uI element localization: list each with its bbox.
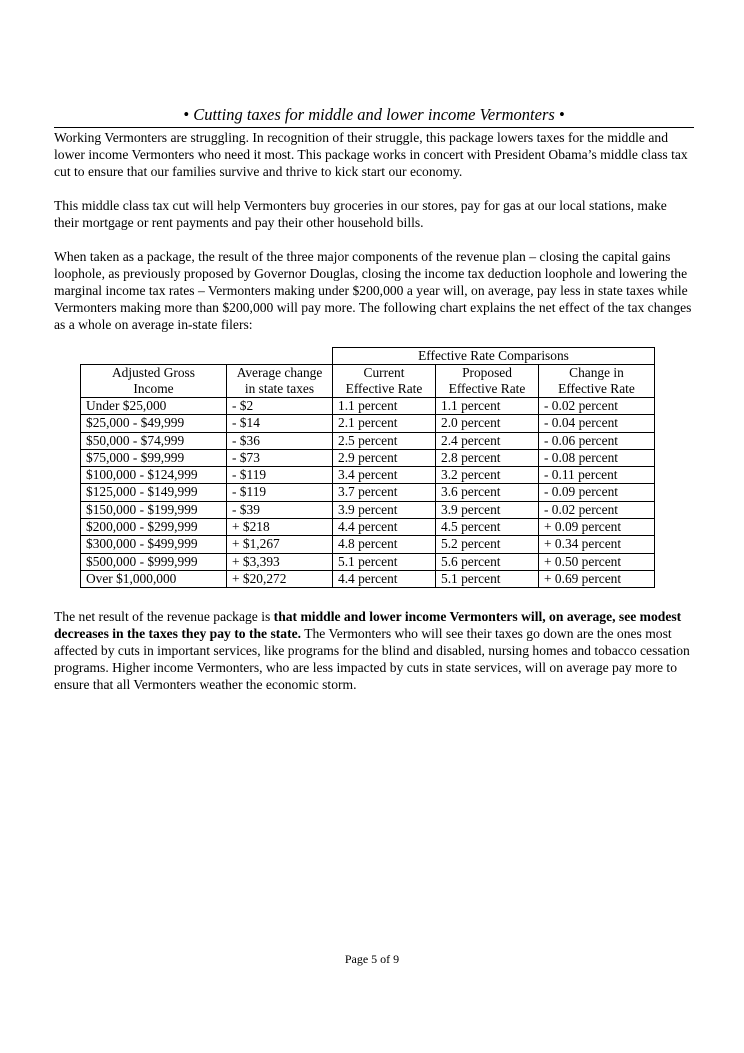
proposed-rate-cell: 5.6 percent	[436, 553, 539, 570]
current-rate-cell: 3.4 percent	[333, 467, 436, 484]
header-line: Current	[363, 365, 405, 380]
avg-change-cell: - $14	[227, 415, 333, 432]
change-rate-cell: + 0.50 percent	[539, 553, 655, 570]
current-rate-cell: 4.8 percent	[333, 536, 436, 553]
change-rate-cell: + 0.09 percent	[539, 519, 655, 536]
change-rate-cell: + 0.34 percent	[539, 536, 655, 553]
paragraph-bold-text: that middle and lower income Vermonters will, on average, see modest decreases in the taxes they pay to the state.	[54, 609, 682, 641]
paragraph-text-end: The Vermonters who will see their taxes go down are the ones most affected by cuts in important services, like programs for the blind and disabled, nursing homes and tobacco cessation programs. Higher income Vermonters, who are less impacted by cuts in state services, will on average pay more to ensure that all Vermonters weather the economic storm.	[54, 626, 690, 692]
avg-change-cell: + $20,272	[227, 570, 333, 587]
table-row	[81, 415, 655, 432]
current-rate-column-header	[333, 365, 436, 398]
change-rate-cell: - 0.09 percent	[539, 484, 655, 501]
table-column-header-row	[81, 365, 655, 398]
income-cell: $50,000 - $74,999	[81, 432, 227, 449]
proposed-rate-cell: 4.5 percent	[436, 519, 539, 536]
income-cell: $150,000 - $199,999	[81, 501, 227, 518]
header-line: Income	[133, 381, 174, 396]
proposed-rate-cell: 3.6 percent	[436, 484, 539, 501]
paragraph-text: Working Vermonters are struggling. In recognition of their struggle, this package lowers taxes for the middle and lower income Vermonters who need it most. This package works in concert with President Obama’s middle class tax cut to ensure that our families survive and thrive to kick start our economy.	[54, 130, 688, 179]
avg-change-cell: - $39	[227, 501, 333, 518]
change-rate-column-header	[539, 365, 655, 398]
avg-change-cell: + $3,393	[227, 553, 333, 570]
avg-change-cell: - $119	[227, 484, 333, 501]
income-cell: $300,000 - $499,999	[81, 536, 227, 553]
avg-change-cell: - $2	[227, 398, 333, 415]
proposed-rate-cell: 3.2 percent	[436, 467, 539, 484]
page-title: • Cutting taxes for middle and lower income Vermonters •	[183, 105, 565, 124]
table-row	[81, 467, 655, 484]
header-line: Proposed	[462, 365, 512, 380]
income-cell: $125,000 - $149,999	[81, 484, 227, 501]
table-row	[81, 449, 655, 466]
table-row	[81, 501, 655, 518]
current-rate-cell: 4.4 percent	[333, 519, 436, 536]
current-rate-cell: 2.9 percent	[333, 449, 436, 466]
effective-rate-comparisons-header: Effective Rate Comparisons	[333, 348, 655, 365]
current-rate-cell: 3.7 percent	[333, 484, 436, 501]
proposed-rate-cell: 2.8 percent	[436, 449, 539, 466]
current-rate-cell: 1.1 percent	[333, 398, 436, 415]
header-line: Effective Rate	[345, 381, 423, 396]
avg-change-cell: - $119	[227, 467, 333, 484]
table-body	[81, 398, 655, 588]
table-group-header-row	[81, 348, 655, 365]
avg-change-cell: + $1,267	[227, 536, 333, 553]
header-line: Average change	[236, 365, 323, 380]
current-rate-cell: 4.4 percent	[333, 570, 436, 587]
current-rate-cell: 2.5 percent	[333, 432, 436, 449]
intro-paragraph	[54, 129, 694, 180]
paragraph-text	[54, 608, 694, 693]
table-row	[81, 432, 655, 449]
current-rate-cell: 3.9 percent	[333, 501, 436, 518]
blank-header-cell	[81, 348, 333, 365]
page-number: Page 5 of 9	[344, 952, 400, 966]
paragraph-text: When taken as a package, the result of the three major components of the revenue plan – closing the capital gains loophole, as previously proposed by Governor Douglas, closing the income tax deduction loophole and lowering the marginal income tax rates – Vermonters making under $200,000 a year will, on average, pay less in state taxes while Vermonters making more than $200,000 will pay more. The following chart explains the net effect of the tax changes as a whole on average in-state filers:	[54, 249, 692, 332]
header-line: Effective Rate	[558, 381, 635, 396]
table-row	[81, 519, 655, 536]
table-row	[81, 536, 655, 553]
proposed-rate-cell: 3.9 percent	[436, 501, 539, 518]
table-row	[81, 398, 655, 415]
effective-rate-table	[80, 347, 655, 588]
proposed-rate-cell: 2.0 percent	[436, 415, 539, 432]
table-row	[81, 570, 655, 587]
change-rate-cell: - 0.11 percent	[539, 467, 655, 484]
change-rate-cell: - 0.04 percent	[539, 415, 655, 432]
proposed-rate-cell: 2.4 percent	[436, 432, 539, 449]
package-paragraph	[54, 248, 694, 333]
heading-divider	[54, 127, 694, 128]
change-rate-cell: - 0.08 percent	[539, 449, 655, 466]
income-cell: Under $25,000	[81, 398, 227, 415]
change-rate-cell: - 0.06 percent	[539, 432, 655, 449]
avg-change-cell: + $218	[227, 519, 333, 536]
income-cell: $25,000 - $49,999	[81, 415, 227, 432]
header-line: Change in	[569, 365, 624, 380]
net-result-paragraph	[54, 608, 694, 693]
table-row	[81, 553, 655, 570]
current-rate-cell: 5.1 percent	[333, 553, 436, 570]
income-cell: Over $1,000,000	[81, 570, 227, 587]
income-column-header	[81, 365, 227, 398]
table-row	[81, 484, 655, 501]
avg-change-cell: - $36	[227, 432, 333, 449]
proposed-rate-cell: 1.1 percent	[436, 398, 539, 415]
paragraph-text-start: The net result of the revenue package is	[54, 609, 274, 624]
avg-change-cell: - $73	[227, 449, 333, 466]
change-rate-cell: - 0.02 percent	[539, 501, 655, 518]
proposed-rate-cell: 5.1 percent	[436, 570, 539, 587]
header-line: Effective Rate	[448, 381, 526, 396]
header-line: Adjusted Gross	[112, 365, 195, 380]
income-cell: $100,000 - $124,999	[81, 467, 227, 484]
income-cell: $500,000 - $999,999	[81, 553, 227, 570]
proposed-rate-column-header	[436, 365, 539, 398]
proposed-rate-cell: 5.2 percent	[436, 536, 539, 553]
avg-change-column-header	[227, 365, 333, 398]
paragraph-text: This middle class tax cut will help Vermonters buy groceries in our stores, pay for gas at our local stations, make their mortgage or rent payments and pay their other household bills.	[54, 198, 667, 230]
middle-class-paragraph	[54, 197, 694, 231]
income-cell: $75,000 - $99,999	[81, 449, 227, 466]
change-rate-cell: + 0.69 percent	[539, 570, 655, 587]
current-rate-cell: 2.1 percent	[333, 415, 436, 432]
income-cell: $200,000 - $299,999	[81, 519, 227, 536]
header-line: in state taxes	[244, 381, 315, 396]
change-rate-cell: - 0.02 percent	[539, 398, 655, 415]
